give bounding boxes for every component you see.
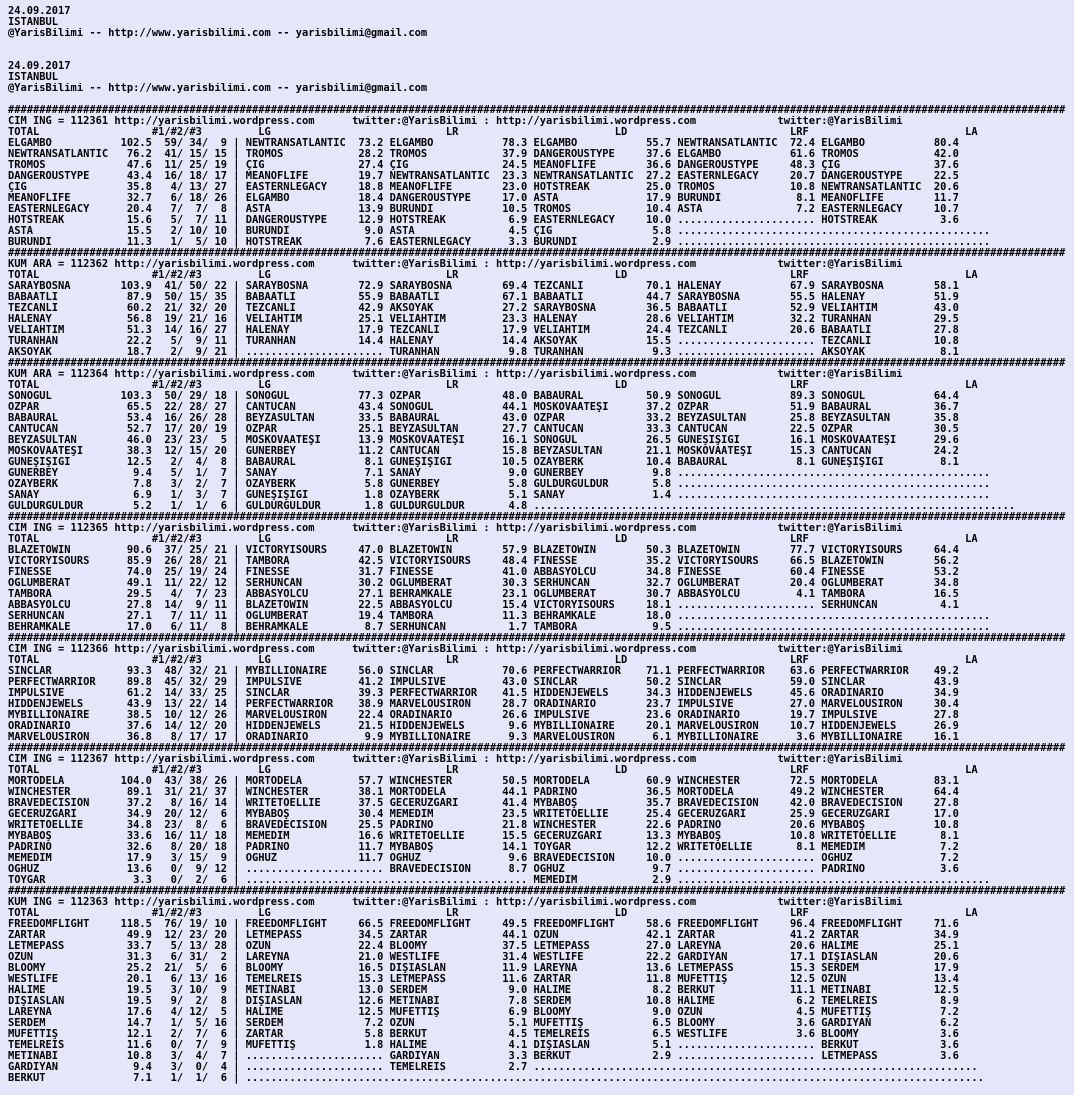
- text-line: ISTANBUL: [8, 72, 59, 83]
- text-line: PERFECTWARRIOR 89.8 45/ 32/ 29 | IMPULSIVE 41.2 IMPULSIVE 43.0 SINCLAR 50.2 SINCLAR 59.0 SINCLAR 43.9: [8, 677, 959, 688]
- text-line: @YarisBilimi -- http://www.yarisbilimi.com -- yarisbilimi@gmail.com: [8, 28, 428, 39]
- text-line: MARVELOUSIRON 36.8 8/ 17/ 17 | ORADINARIO 9.9 MYBILLIONAIRE 9.3 MARVELOUSIRON 6.1 MYBILLIONAIRE 3.6 MYBILLIONAIRE 16.1: [8, 732, 959, 743]
- text-line: TAMBORA 29.5 4/ 7/ 23 | ABBASYOLCU 27.1 BEHRAMKALE 23.1 OGLUMBERAT 30.7 ABBASYOLCU 4.1 TAMBORA 16.5: [8, 589, 959, 600]
- text-line: TOTAL #1/#2/#3 LG LR LD LRF LA: [8, 270, 978, 281]
- separator-line: #########################################################################################################################################################################: [8, 248, 1066, 259]
- separator-line: #########################################################################################################################################################################: [8, 743, 1066, 754]
- text-line: 24.09.2017: [8, 61, 71, 72]
- text-line: ISTANBUL: [8, 17, 59, 28]
- text-line: TOTAL #1/#2/#3 LG LR LD LRF LA: [8, 765, 978, 776]
- text-line: BURUNDI 11.3 1/ 5/ 10 | HOTSTREAK 7.6 EASTERNLEGACY 3.3 BURUNDI 2.9 ..................................................: [8, 237, 991, 248]
- text-line: FREEDOMFLIGHT 118.5 76/ 19/ 10 | FREEDOMFLIGHT 66.5 FREEDOMFLIGHT 49.5 FREEDOMFLIGHT 58.6 FREEDOMFLIGHT 96.4 FREEDOMFLIGHT 71.6: [8, 919, 959, 930]
- text-line: KUM ARA = 112362 http://yarisbilimi.wordpress.com twitter:@YarisBilimi : http://yarisbilimi.wordpress.com twitter:@YarisBilimi: [8, 259, 903, 270]
- text-line: 24.09.2017: [8, 6, 71, 17]
- text-line: HOTSTREAK 15.6 5/ 7/ 11 | DANGEROUSTYPE 12.9 HOTSTREAK 6.9 EASTERNLEGACY 10.0 ...................... HOTSTREAK 3.6: [8, 215, 959, 226]
- text-line: OGHUZ 13.6 0/ 9/ 12 | ...................... BRAVEDECISION 8.7 OGHUZ 9.7 ...................... PADRINO 3.6: [8, 864, 959, 875]
- text-line: @YarisBilimi -- http://www.yarisbilimi.com -- yarisbilimi@gmail.com: [8, 83, 428, 94]
- text-line: WESTLIFE 20.1 6/ 13/ 16 | TEMELREİS 15.3 LETMEPASS 11.6 ZARTAR 11.8 MÜFETTİŞ 12.5 ÖZÜN 13.4: [8, 974, 959, 985]
- text-line: KUM ARA = 112364 http://yarisbilimi.wordpress.com twitter:@YarisBilimi : http://yarisbilimi.wordpress.com twitter:@YarisBilimi: [8, 369, 903, 380]
- text-line: BEHRAMKALE 17.0 6/ 11/ 8 | BEHRAMKALE 8.7 SERHUNCAN 1.7 TAMBORA 9.5 ..................................................: [8, 622, 991, 633]
- separator-line: #########################################################################################################################################################################: [8, 512, 1066, 523]
- text-line: TURANHAN 22.2 5/ 9/ 11 | TURANHAN 14.4 HALENAY 14.4 AKSOYAK 15.5 ...................... TEZCANLI 10.8: [8, 336, 959, 347]
- text-line: ELGAMBO 102.5 59/ 34/ 9 | NEWTRANSATLANTIC 73.2 ELGAMBO 78.3 ELGAMBO 55.7 NEWTRANSATLANTIC 72.4 ELGAMBO 80.4: [8, 138, 959, 149]
- text-line: [8, 94, 1074, 105]
- text-line: PADRINO 32.6 8/ 20/ 18 | PADRINO 11.7 MYBABOŞ 14.1 TOYGAR 12.2 WRITETOELLIE 8.1 MEMEDİM 7.2: [8, 842, 959, 853]
- text-line: BEYZASULTAN 46.0 23/ 23/ 5 | MOSKOVAATEŞİ 13.9 MOSKOVAATEŞİ 16.1 SONOĞUL 26.5 GÜNEŞIŞIĞI 16.1 MOSKOVAATEŞİ 29.6: [8, 435, 959, 446]
- text-line: LAREYNA 17.6 4/ 12/ 5 | HALİME 12.5 MÜFETTİŞ 6.9 BLOOMY 9.0 ÖZÜN 4.5 MÜFETTİŞ 7.2: [8, 1007, 959, 1018]
- text-line: DİŞİASLAN 19.5 9/ 2/ 8 | DİŞİASLAN 12.6 METİNABİ 7.8 SERDEM 10.8 HALİME 6.2 TEMELREİS 8.9: [8, 996, 959, 1007]
- text-line: SINCLAR 93.3 48/ 32/ 21 | MYBILLIONAIRE 56.0 SINCLAR 70.6 PERFECTWARRIOR 71.1 PERFECTWARRIOR 63.6 PERFECTWARRIOR 49.2: [8, 666, 959, 677]
- text-line: BERKUT 7.1 1/ 1/ 6 | ......................................................................................................................: [8, 1073, 984, 1084]
- text-line: MEANOFLIFE 32.7 6/ 18/ 26 | ELGAMBO 18.4 DANGEROUSTYPE 17.0 ASTA 17.9 BURUNDI 8.1 MEANOFLIFE 11.7: [8, 193, 959, 204]
- text-line: EASTERNLEGACY 20.4 7/ 7/ 8 | ASTA 13.9 BURUNDI 10.5 TROMOS 10.4 ASTA 7.2 EASTERNLEGACY 10.7: [8, 204, 959, 215]
- text-line: ORADINARIO 37.6 14/ 12/ 20 | HIDDENJEWELS 21.5 HIDDENJEWELS 9.6 MYBILLIONAIRE 20.1 MARVELOUSIRON 10.7 HIDDENJEWELS 26.9: [8, 721, 959, 732]
- text-line: TEMELREİS 11.6 0/ 7/ 9 | MÜFETTİŞ 1.8 HALİME 4.1 DİŞİASLAN 5.1 ...................... BERKUT 3.6: [8, 1040, 959, 1051]
- text-line: LETMEPASS 33.7 5/ 13/ 28 | ÖZÜN 22.4 BLOOMY 37.5 LETMEPASS 27.0 LAREYNA 20.6 HALİME 25.1: [8, 941, 959, 952]
- text-line: VELIAHTIM 51.3 14/ 16/ 27 | HALENAY 17.9 TEZCANLI 17.9 VELIAHTIM 24.4 TEZCANLI 20.6 BABAATLI 27.8: [8, 325, 959, 336]
- text-line: CIM ING = 112365 http://yarisbilimi.wordpress.com twitter:@YarisBilimi : http://yarisbilimi.wordpress.com twitter:@YarisBilimi: [8, 523, 903, 534]
- text-line: BLAZETOWIN 90.6 37/ 25/ 21 | VICTORYISOURS 47.0 BLAZETOWIN 57.9 BLAZETOWIN 50.3 BLAZETOWIN 77.7 VICTORYISOURS 64.4: [8, 545, 959, 556]
- text-line: TOTAL #1/#2/#3 LG LR LD LRF LA: [8, 655, 978, 666]
- text-line: TOTAL #1/#2/#3 LG LR LD LRF LA: [8, 380, 978, 391]
- text-line: GECERUZGARI 34.9 20/ 12/ 6 | MYBABOŞ 30.4 MEMEDİM 23.5 WRITETOELLIE 25.4 GECERUZGARI 25.9 GECERUZGARI 17.0: [8, 809, 959, 820]
- text-line: SERDEM 14.7 1/ 5/ 16 | SERDEM 7.2 ÖZÜN 5.1 MÜFETTİŞ 6.5 BLOOMY 3.6 GARDİYAN 6.2: [8, 1018, 959, 1029]
- text-line: BABAATLI 87.9 50/ 15/ 35 | BABAATLI 55.9 BABAATLI 67.1 BABAATLI 44.7 SARAYBOSNA 55.5 HALENAY 51.9: [8, 292, 959, 303]
- text-line: ÇIĞ 35.8 4/ 13/ 27 | EASTERNLEGACY 18.8 MEANOFLIFE 23.0 HOTSTREAK 25.0 TROMOS 10.8 NEWTRANSATLANTIC 20.6: [8, 182, 959, 193]
- text-line: ÖZÜN 31.3 6/ 31/ 2 | LAREYNA 21.0 WESTLIFE 31.4 WESTLIFE 22.2 GARDİYAN 17.1 DİŞİASLAN 20.6: [8, 952, 959, 963]
- text-line: GARDİYAN 9.4 3/ 0/ 4 | ...................... TEMELREİS 2.7 .......................................................................: [8, 1062, 978, 1073]
- text-line: BABAURAL 53.4 16/ 26/ 28 | BEYZASULTAN 33.5 BABAURAL 43.0 ÖZPAR 33.2 BEYZASULTAN 25.8 BEYZASULTAN 35.8: [8, 413, 959, 424]
- text-line: TOTAL #1/#2/#3 LG LR LD LRF LA: [8, 908, 978, 919]
- text-line: CIM ING = 112367 http://yarisbilimi.wordpress.com twitter:@YarisBilimi : http://yarisbilimi.wordpress.com twitter:@YarisBilimi: [8, 754, 903, 765]
- text-line: HALENAY 56.8 19/ 21/ 16 | VELIAHTIM 25.1 VELIAHTIM 23.3 HALENAY 28.6 VELIAHTIM 32.2 TURANHAN 29.5: [8, 314, 959, 325]
- text-line: TEZCANLI 60.2 21/ 32/ 20 | TEZCANLI 42.9 AKSOYAK 27.2 SARAYBOSNA 36.5 BABAATLI 52.9 VELIAHTIM 43.0: [8, 303, 959, 314]
- text-line: MORTODELA 104.0 43/ 38/ 26 | MORTODELA 57.7 WINCHESTER 50.5 MORTODELA 60.9 WINCHESTER 72.5 MORTODELA 83.1: [8, 776, 959, 787]
- text-line: CIM ING = 112361 http://yarisbilimi.wordpress.com twitter:@YarisBilimi : http://yarisbilimi.wordpress.com twitter:@YarisBilimi: [8, 116, 903, 127]
- text-line: OGLUMBERAT 49.1 11/ 22/ 12 | SERHUNCAN 30.2 OGLUMBERAT 30.3 SERHUNCAN 32.7 OGLUMBERAT 20.4 OGLUMBERAT 34.8: [8, 578, 959, 589]
- text-line: GULDURGULDUR 5.2 1/ 1/ 6 | GULDURGULDUR 1.8 GULDURGULDUR 4.8 .............................................................................: [8, 501, 1016, 512]
- separator-line: #########################################################################################################################################################################: [8, 105, 1066, 116]
- text-line: TOYGAR 3.3 0/ 2/ 6 | ............................................. MEMEDİM 2.9 ..................................................: [8, 875, 991, 886]
- text-line: ZARTAR 49.9 12/ 23/ 20 | LETMEPASS 34.5 ZARTAR 44.1 ÖZÜN 42.1 ZARTAR 41.2 ZARTAR 34.9: [8, 930, 959, 941]
- text-line: MEMEDİM 17.9 3/ 15/ 9 | OGHUZ 11.7 OGHUZ 9.6 BRAVEDECISION 10.0 ...................... OGHUZ 7.2: [8, 853, 959, 864]
- text-line: ASTA 15.5 2/ 10/ 10 | BURUNDI 9.0 ASTA 4.5 ÇIĞ 5.8 ..................................................: [8, 226, 991, 237]
- text-line: KUM ING = 112363 http://yarisbilimi.wordpress.com twitter:@YarisBilimi : http://yarisbilimi.wordpress.com twitter:@YarisBilimi: [8, 897, 903, 908]
- text-line: VICTORYISOURS 85.9 26/ 28/ 21 | TAMBORA 42.5 VICTORYISOURS 48.4 FINESSE 35.2 VICTORYISOURS 66.5 BLAZETOWIN 56.2: [8, 556, 959, 567]
- text-line: ABBASYOLCU 27.8 14/ 9/ 11 | BLAZETOWIN 22.5 ABBASYOLCU 15.4 VICTORYISOURS 18.1 ...................... SERHUNCAN 4.1: [8, 600, 959, 611]
- text-line: SERHUNCAN 27.1 7/ 11/ 11 | OGLUMBERAT 19.4 TAMBORA 11.3 BEHRAMKALE 18.0 ..................................................: [8, 611, 991, 622]
- text-line: SARAYBOSNA 103.9 41/ 50/ 22 | SARAYBOSNA 72.9 SARAYBOSNA 69.4 TEZCANLI 70.1 HALENAY 67.9 SARAYBOSNA 58.1: [8, 281, 959, 292]
- separator-line: #########################################################################################################################################################################: [8, 886, 1066, 897]
- text-line: FINESSE 74.0 25/ 19/ 24 | FINESSE 31.7 FINESSE 41.0 ABBASYOLCU 34.8 FINESSE 60.4 FINESSE 53.2: [8, 567, 959, 578]
- text-line: [8, 39, 1074, 50]
- text-line: TROMOS 47.6 11/ 25/ 19 | ÇIĞ 27.4 ÇIĞ 24.5 MEANOFLIFE 36.6 DANGEROUSTYPE 48.3 ÇIĞ 37.6: [8, 160, 959, 171]
- text-line: ÖZAYBERK 7.8 3/ 2/ 7 | ÖZAYBERK 5.8 GÜNERBEY 5.8 GULDURGULDUR 5.8 ..................................................: [8, 479, 991, 490]
- text-line: IMPULSIVE 61.2 14/ 33/ 25 | SINCLAR 39.3 PERFECTWARRIOR 41.5 HIDDENJEWELS 34.3 HIDDENJEWELS 45.6 ORADINARIO 34.9: [8, 688, 959, 699]
- text-line: SONOĞUL 103.3 50/ 29/ 18 | SONOĞUL 77.3 ÖZPAR 48.0 BABAURAL 50.9 SONOĞUL 89.3 SONOĞUL 64.4: [8, 391, 959, 402]
- text-line: GÜNEŞIŞIĞI 12.5 2/ 4/ 8 | BABAURAL 8.1 GÜNEŞIŞIĞI 10.5 ÖZAYBERK 10.4 BABAURAL 8.1 GÜNEŞIŞIĞI 8.1: [8, 457, 959, 468]
- text-line: WINCHESTER 89.1 31/ 21/ 37 | WINCHESTER 38.1 MORTODELA 44.1 PADRINO 36.5 MORTODELA 49.2 WINCHESTER 64.4: [8, 787, 959, 798]
- text-line: METİNABİ 10.8 3/ 4/ 7 | ...................... GARDİYAN 3.3 BERKUT 2.9 ...................... LETMEPASS 3.6: [8, 1051, 959, 1062]
- text-line: NEWTRANSATLANTIC 76.2 41/ 15/ 15 | TROMOS 28.2 TROMOS 37.9 DANGEROUSTYPE 37.6 ELGAMBO 61.6 TROMOS 42.0: [8, 149, 959, 160]
- text-line: MOSKOVAATEŞİ 38.3 12/ 15/ 20 | GÜNERBEY 11.2 CANTUCAN 15.8 BEYZASULTAN 21.1 MOSKOVAATEŞİ 15.3 CANTUCAN 24.2: [8, 446, 959, 457]
- separator-line: #########################################################################################################################################################################: [8, 633, 1066, 644]
- text-line: AKSOYAK 18.7 2/ 9/ 21 | ...................... TURANHAN 9.8 TURANHAN 9.3 ...................... AKSOYAK 8.1: [8, 347, 959, 358]
- text-line: HALİME 19.5 3/ 10/ 9 | METİNABİ 13.0 SERDEM 9.0 HALİME 8.2 BERKUT 11.1 METİNABİ 12.5: [8, 985, 959, 996]
- text-line: ÖZPAR 65.5 22/ 28/ 27 | CANTUCAN 43.4 SONOĞUL 44.1 MOSKOVAATEŞİ 37.2 ÖZPAR 51.9 BABAURAL 36.7: [8, 402, 959, 413]
- text-line: GÜNERBEY 9.4 5/ 1/ 7 | SANAY 7.1 SANAY 9.0 GÜNERBEY 9.8 ..................................................: [8, 468, 991, 479]
- text-line: MYBILLIONAIRE 38.5 10/ 12/ 26 | MARVELOUSIRON 22.4 ORADINARIO 26.6 IMPULSIVE 23.6 ORADINARIO 19.7 IMPULSIVE 27.8: [8, 710, 959, 721]
- text-line: SANAY 6.9 1/ 3/ 7 | GÜNEŞIŞIĞI 1.8 ÖZAYBERK 5.1 SANAY 1.4 ..................................................: [8, 490, 991, 501]
- text-line: MYBABOŞ 33.6 16/ 11/ 18 | MEMEDİM 16.6 WRITETOELLIE 15.5 GECERUZGARI 13.3 MYBABOŞ 10.8 WRITETOELLIE 8.1: [8, 831, 959, 842]
- text-line: CANTUCAN 52.7 17/ 20/ 19 | ÖZPAR 25.1 BEYZASULTAN 27.7 CANTUCAN 33.3 CANTUCAN 22.5 ÖZPAR 30.5: [8, 424, 959, 435]
- text-line: TOTAL #1/#2/#3 LG LR LD LRF LA: [8, 127, 978, 138]
- text-line: HIDDENJEWELS 43.9 13/ 22/ 14 | PERFECTWARRIOR 38.9 MARVELOUSIRON 28.7 ORADINARIO 23.7 IMPULSIVE 27.0 MARVELOUSIRON 30.4: [8, 699, 959, 710]
- text-line: MÜFETTİŞ 12.1 2/ 7/ 6 | ZARTAR 5.8 BERKUT 4.5 TEMELREİS 6.5 WESTLIFE 3.6 BLOOMY 3.6: [8, 1029, 959, 1040]
- text-line: [8, 50, 1074, 61]
- text-line: BLOOMY 25.2 21/ 5/ 6 | BLOOMY 16.5 DİŞİASLAN 11.9 LAREYNA 13.6 LETMEPASS 15.3 SERDEM 17.9: [8, 963, 959, 974]
- text-line: TOTAL #1/#2/#3 LG LR LD LRF LA: [8, 534, 978, 545]
- text-line: CIM ING = 112366 http://yarisbilimi.wordpress.com twitter:@YarisBilimi : http://yarisbilimi.wordpress.com twitter:@YarisBilimi: [8, 644, 903, 655]
- text-line: DANGEROUSTYPE 43.4 16/ 18/ 17 | MEANOFLIFE 19.7 NEWTRANSATLANTIC 23.3 NEWTRANSATLANTIC 27.2 EASTERNLEGACY 20.7 DANGEROUSTYPE 22.5: [8, 171, 959, 182]
- separator-line: #########################################################################################################################################################################: [8, 358, 1066, 369]
- text-line: WRITETOELLIE 34.8 23/ 8/ 6 | BRAVEDECISION 25.5 PADRINO 21.8 WINCHESTER 22.6 PADRINO 20.6 MYBABOŞ 10.8: [8, 820, 959, 831]
- text-line: BRAVEDECISION 37.2 8/ 16/ 14 | WRITETOELLIE 37.5 GECERUZGARI 41.4 MYBABOŞ 35.7 BRAVEDECISION 42.0 BRAVEDECISION 27.8: [8, 798, 959, 809]
